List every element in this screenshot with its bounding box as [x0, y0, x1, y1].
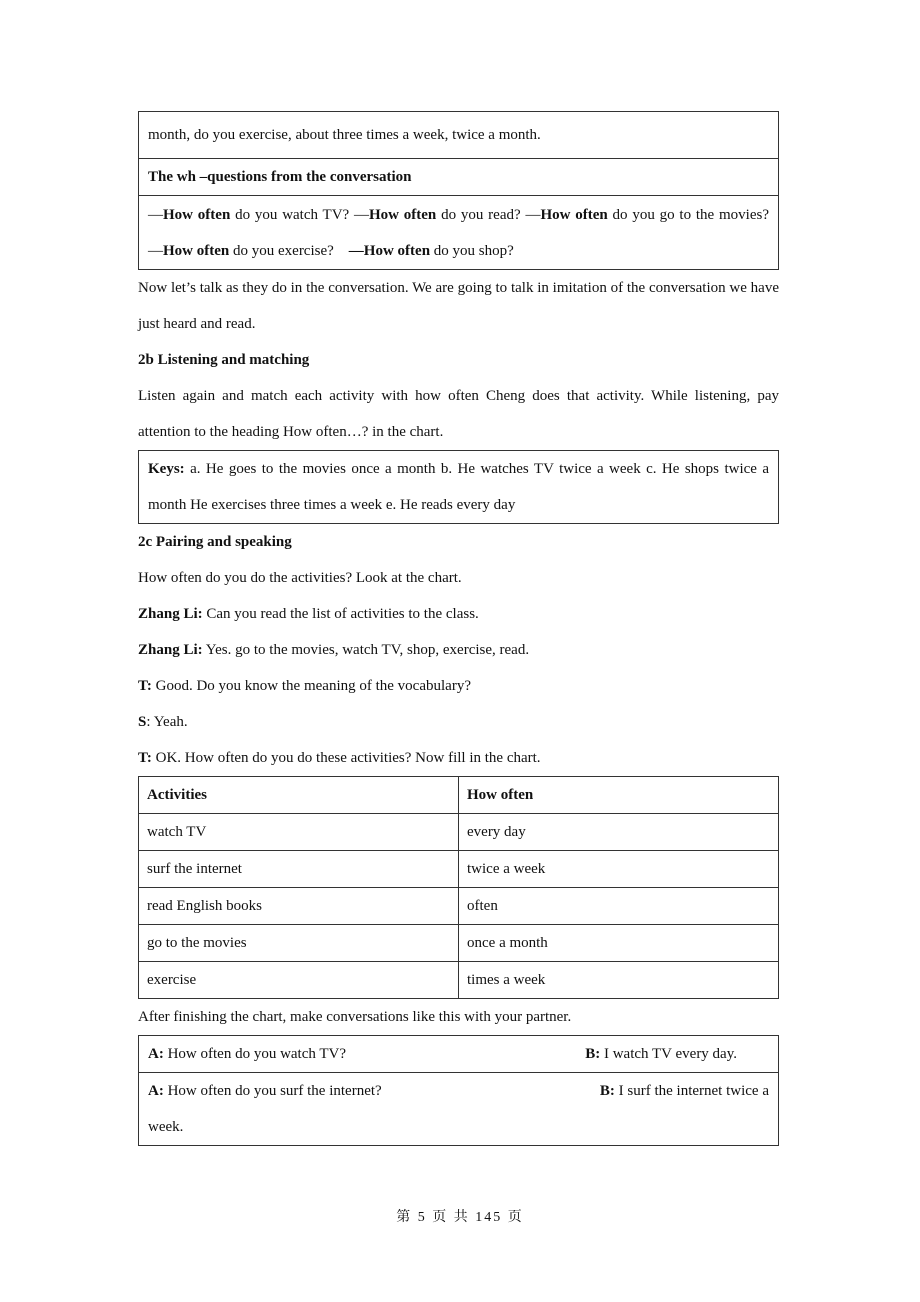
page-number-footer: 第 5 页 共 145 页: [396, 1210, 524, 1225]
dialogue-line: Zhang Li: Can you read the list of activities to the class.: [138, 606, 479, 622]
imitation-paragraph: Now let’s talk as they do in the conversation. We are going to talk in imitation of the conversation we have just heard and read.: [138, 280, 779, 332]
section-2c-heading: 2c Pairing and speaking: [138, 534, 292, 550]
wh-questions-header: The wh –questions from the conversation: [148, 169, 412, 185]
sample-conversation-box: [138, 1035, 779, 1146]
wh-questions-list: —How often do you watch TV? —How often do you read? —How often do you go to the movies? —How often do you exercise? —How often do you shop?: [139, 195, 778, 269]
continued-line: month, do you exercise, about three times a week, twice a month.: [148, 127, 541, 143]
dialogue-line: T: OK. How often do you do these activities? Now fill in the chart.: [138, 750, 541, 766]
section-2c-intro: How often do you do the activities? Look at the chart.: [138, 570, 462, 586]
activities-chart: [138, 776, 779, 999]
section-2b-heading: 2b Listening and matching: [138, 352, 310, 368]
keys-text: a. He goes to the movies once a month b. He watches TV twice a week c. He shops twice a month He exercises three times a week e. He reads every day: [148, 461, 769, 513]
conversation-row: A: How often do you surf the internet? B: I surf the internet twice a week.: [139, 1072, 778, 1145]
table-row: watch TV every day: [139, 814, 779, 851]
keys-label: Keys:: [148, 461, 185, 477]
dialogue-line: S: Yeah.: [138, 714, 188, 730]
dialogue-line: Zhang Li: Yes. go to the movies, watch TV, shop, exercise, read.: [138, 642, 530, 658]
dialogue-line: T: Good. Do you know the meaning of the vocabulary?: [138, 678, 471, 694]
table-row: go to the movies once a month: [139, 925, 779, 962]
conversation-row: A: How often do you watch TV? B: I watch TV every day.: [148, 1046, 737, 1062]
section-2b-text: Listen again and match each activity with how often Cheng does that activity. While listening, pay attention to the heading How often…? in the chart.: [138, 388, 779, 440]
table-row: exercise times a week: [139, 962, 779, 999]
table-row: read English books often: [139, 888, 779, 925]
table-header-row: Activities How often: [139, 777, 779, 814]
document-page: [138, 111, 779, 1146]
after-chart-text: After finishing the chart, make conversations like this with your partner.: [138, 1009, 572, 1025]
table-row: surf the internet twice a week: [139, 851, 779, 888]
wh-questions-box: [138, 111, 779, 270]
keys-box: [138, 450, 779, 524]
